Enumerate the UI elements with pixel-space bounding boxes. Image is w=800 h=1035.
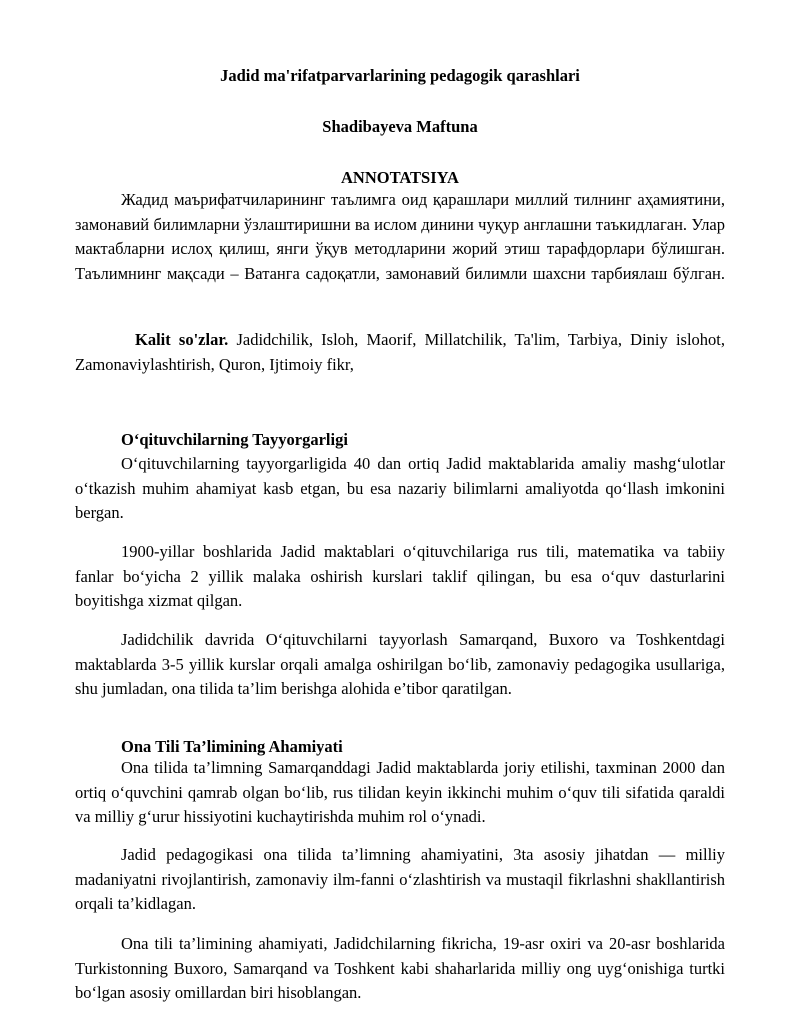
author-name: Shadibayeva Maftuna (322, 117, 478, 136)
paragraph: Ona tilida ta’limning Samarqanddagi Jadid maktablarda joriy etilishi, taxminan 2000 dan ortiq o‘quvchini qamrab olgan bo‘lib, rus tilidan keyin ikkinchi muhim o‘quv tili sifatida qaraldi va milliy g‘urur hissiyotini kuchaytirishda muhim rol o‘ynadi. (75, 758, 725, 826)
paragraph: O‘qituvchilarning tayyorgarligida 40 dan ortiq Jadid maktablarida amaliy mashg‘ulotlar o‘tkazish muhim ahamiyat kasb etgan, bu esa nazariy bilimlarni amaliyotda qo‘llash imkonini bergan. (75, 454, 725, 522)
keywords-text: Jadidchilik, Isloh, Maorif, Millatchilik, Ta'lim, Tarbiya, Diniy islohot, Zamonaviylashtirish, Quron, Ijtimoiy fikr, (75, 330, 725, 374)
section-heading-native-language: Ona Tili Ta’limining Ahamiyati (121, 737, 343, 756)
keywords-label: Kalit so'zlar. (135, 330, 229, 349)
section-heading-teachers: O‘qituvchilarning Tayyorgarligi (121, 430, 348, 449)
paragraph: Ona tili ta’limining ahamiyati, Jadidchilarning fikricha, 19-asr oxiri va 20-asr boshlarida Turkistonning Buxoro, Samarqand va Toshkent kabi shaharlarida milliy ong uyg‘onishiga turtki bo‘lgan asosiy omillardan biri hisoblangan. (75, 934, 725, 1002)
annotation-text: Жадид маърифатчиларининг таълимга оид қарашлари миллий тилнинг аҳамиятини, замонавий билимларни ўзлаштиришни ва ислом динини чуқур англашни таъкидлаган. Улар мактабларни ислоҳ қилиш, янги ўқув методларини жорий этиш тарафдорлари бўлишган. Таълимнинг мақсади – Ватанга садоқатли, замонавий билимли шахсни тарбиялаш бўлган. (75, 190, 725, 283)
paragraph: 1900-yillar boshlarida Jadid maktablari o‘qituvchilariga rus tili, matematika va tabiiy fanlar bo‘yicha 2 yillik malaka oshirish kurslari taklif qilingan, bu esa o‘quv dasturlarini boyitishga xizmat qilgan. (75, 542, 725, 610)
paragraph: Jadid pedagogikasi ona tilida ta’limning ahamiyatini, 3ta asosiy jihatdan — milliy madaniyatni rivojlantirish, zamonaviy ilm-fanni o‘zlashtirish va mustaqil fikrlashni shakllantirish orqali ta’kidlagan. (75, 845, 725, 913)
annotation-heading: ANNOTATSIYA (341, 168, 459, 187)
keywords-paragraph (75, 328, 725, 377)
paper-title: Jadid ma'rifatparvarlarining pedagogik qarashlari (220, 66, 580, 85)
paragraph: Jadidchilik davrida O‘qituvchilarni tayyorlash Samarqand, Buxoro va Toshkentdagi maktablarda 3-5 yillik kurslar orqali amalga oshirilgan bo‘lib, zamonaviy pedagogika usullariga, shu jumladan, ona tilida ta’lim berishga alohida e’tibor qaratilgan. (75, 630, 725, 698)
